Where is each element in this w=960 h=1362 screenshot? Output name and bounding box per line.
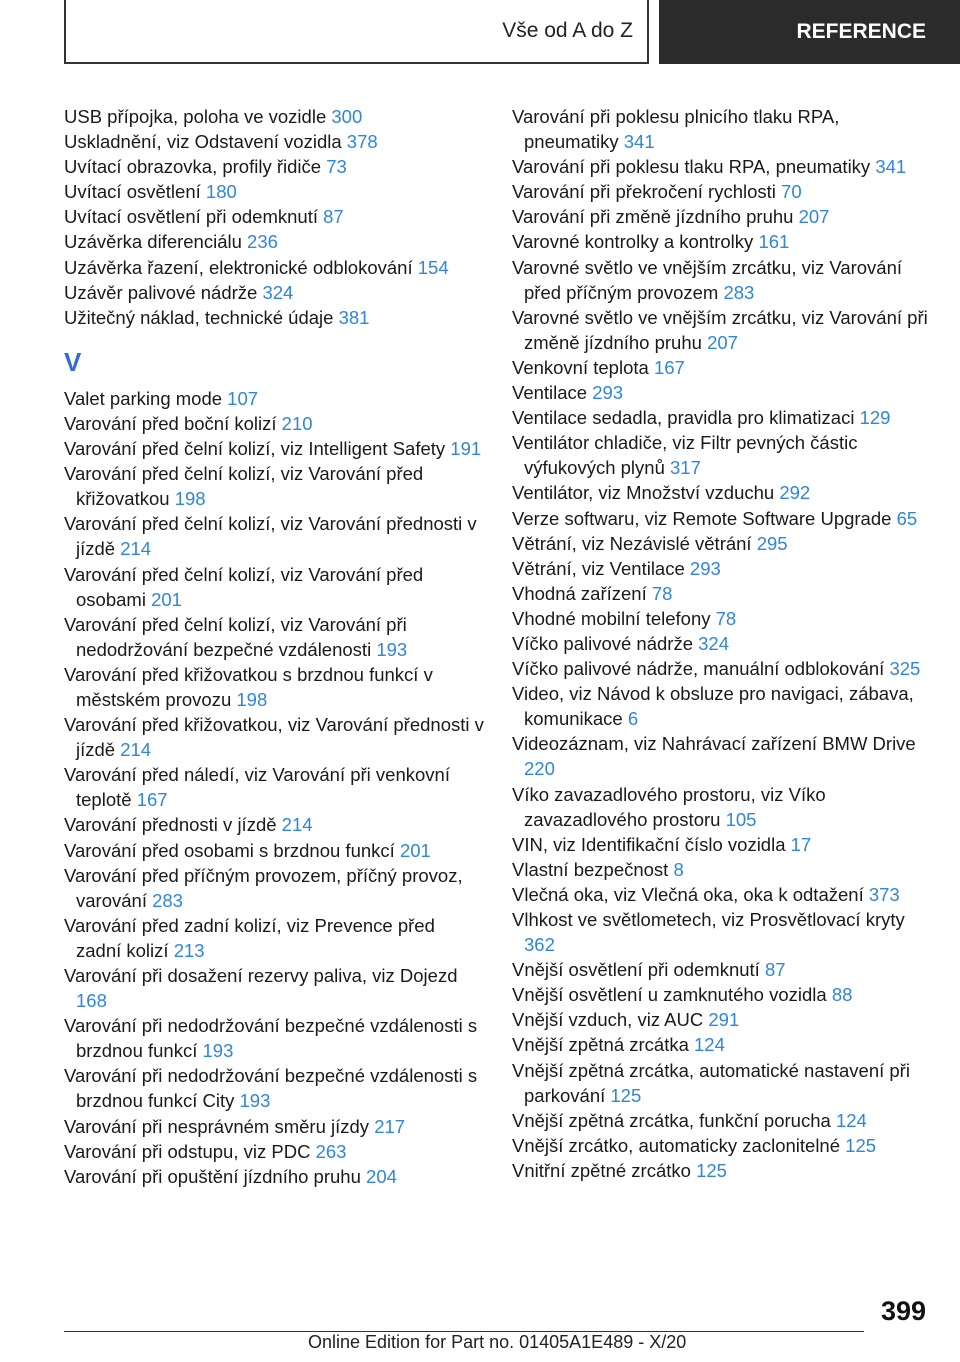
index-entry xyxy=(64,305,484,330)
entry-text: Varování před zadní kolizí, viz Prevence před zadní kolizí xyxy=(64,914,435,961)
index-entry xyxy=(64,436,484,461)
entry-text: Víčko palivové nádrže xyxy=(512,632,693,654)
entry-text: Ventilace sedadla, pravidla pro klimatizaci xyxy=(512,407,855,429)
page-link[interactable]: 324 xyxy=(698,632,730,654)
page-link[interactable]: 124 xyxy=(835,1109,867,1131)
page-link[interactable]: 125 xyxy=(845,1134,877,1156)
page-link[interactable]: 198 xyxy=(236,688,268,710)
entry-text: Venkovní teplota xyxy=(512,356,649,378)
page-link[interactable]: 125 xyxy=(696,1159,727,1181)
page-link[interactable]: 193 xyxy=(202,1040,234,1062)
index-entry xyxy=(512,1058,932,1108)
page-link[interactable]: 283 xyxy=(723,281,755,303)
index-entry xyxy=(512,681,932,731)
index-entry xyxy=(512,832,932,857)
entry-text: Vnější osvětlení u zamknutého vozidla xyxy=(512,984,827,1006)
page-link[interactable]: 317 xyxy=(670,457,701,479)
page-link[interactable]: 78 xyxy=(715,607,737,629)
page-link[interactable]: 236 xyxy=(247,231,278,253)
page-link[interactable]: 341 xyxy=(875,156,907,178)
page-link[interactable]: 154 xyxy=(417,256,449,278)
page-link[interactable]: 167 xyxy=(653,356,685,378)
entry-text: Uvítací obrazovka, profily řidiče xyxy=(64,156,322,178)
page-link[interactable]: 161 xyxy=(758,231,790,253)
index-entry xyxy=(64,154,484,179)
index-entry xyxy=(64,1013,484,1063)
index-entry xyxy=(512,430,932,480)
page-link[interactable]: 65 xyxy=(896,507,918,529)
page-link[interactable]: 17 xyxy=(790,833,812,855)
entry-text: Vlhkost ve světlometech, viz Prosvětlovací kryty xyxy=(512,909,905,930)
index-entry xyxy=(512,154,932,179)
entry-text: Vnější zpětná zrcátka, automatické nastavení při parkování xyxy=(512,1059,910,1106)
index-entry xyxy=(512,1158,932,1183)
index-entry xyxy=(64,812,484,837)
page-link[interactable]: 125 xyxy=(610,1084,642,1106)
index-entry xyxy=(64,1139,484,1164)
chapter-tab xyxy=(659,0,960,64)
index-entry xyxy=(512,731,932,781)
entry-text: USB přípojka, poloha ve vozidle xyxy=(64,106,327,127)
page-link[interactable]: 193 xyxy=(376,638,408,660)
entry-text: Varování při překročení rychlosti xyxy=(512,181,776,203)
page-link[interactable]: 129 xyxy=(859,407,891,429)
page-link[interactable]: 263 xyxy=(315,1140,347,1162)
page-link[interactable]: 381 xyxy=(338,306,370,328)
section-header xyxy=(64,0,649,64)
entry-text: Video, viz Návod k obsluze pro navigaci, zábava, komunikace xyxy=(512,683,914,730)
entry-text: Varování při nedodržování bezpečné vzdálenosti s brzdnou funkcí City xyxy=(64,1065,478,1112)
page-link[interactable]: 325 xyxy=(889,658,921,680)
index-entry xyxy=(512,405,932,430)
entry-text: Varování při dosažení rezervy paliva, viz Dojezd xyxy=(64,965,458,986)
page-link[interactable]: 168 xyxy=(76,990,107,1012)
index-entry xyxy=(64,612,484,662)
entry-text: Vnější zpětná zrcátka xyxy=(512,1034,689,1056)
index-entry xyxy=(512,556,932,581)
entry-text: Varování při opuštění jízdního pruhu xyxy=(64,1165,361,1187)
index-entry xyxy=(512,857,932,882)
index-list-v xyxy=(64,386,484,1189)
index-entry xyxy=(64,511,484,561)
page-link[interactable]: 201 xyxy=(399,839,431,861)
entry-text: Varování před čelní kolizí, viz Varování před křižovatkou xyxy=(64,463,424,510)
page-link[interactable]: 217 xyxy=(374,1115,406,1137)
index-entry xyxy=(64,255,484,280)
entry-text: Varování před čelní kolizí, viz Varování před osobami xyxy=(64,563,424,610)
entry-text: Vlečná oka, viz Vlečná oka, oka k odtažení xyxy=(512,883,864,905)
index-entry xyxy=(64,838,484,863)
page-link[interactable]: 214 xyxy=(281,814,313,836)
index-entry xyxy=(64,204,484,229)
index-entry xyxy=(512,656,932,681)
index-entry xyxy=(64,562,484,612)
entry-text: Ventilace xyxy=(512,382,588,404)
page-link[interactable]: 214 xyxy=(120,739,152,761)
index-entry xyxy=(64,386,484,411)
entry-text: Víko zavazadlového prostoru, viz Víko zavazadlového prostoru xyxy=(512,783,826,830)
entry-text: Varování při nedodržování bezpečné vzdálenosti s brzdnou funkcí xyxy=(64,1015,478,1062)
page-link[interactable]: 204 xyxy=(366,1165,397,1187)
page-link[interactable]: 87 xyxy=(764,959,786,981)
entry-text: Uvítací osvětlení při odemknutí xyxy=(64,206,318,228)
index-entry xyxy=(64,229,484,254)
entry-text: Vhodné mobilní telefony xyxy=(512,607,711,629)
page-link[interactable]: 293 xyxy=(689,557,721,579)
entry-text: Varovné kontrolky a kontrolky xyxy=(512,231,754,253)
entry-text: Valet parking mode xyxy=(64,387,223,409)
entry-text: Varování před čelní kolizí, viz Intelligent Safety xyxy=(64,438,446,460)
index-entry xyxy=(512,882,932,907)
entry-text: Varování při nesprávném směru jízdy xyxy=(64,1115,370,1137)
entry-text: Vlastní bezpečnost xyxy=(512,858,669,880)
page-link[interactable]: 193 xyxy=(239,1090,271,1112)
entry-text: Verze softwaru, viz Remote Software Upgrade xyxy=(512,507,892,529)
index-entry xyxy=(512,581,932,606)
entry-text: Uzávěrka řazení, elektronické odblokování xyxy=(64,256,413,278)
entry-text: Užitečný náklad, technické údaje xyxy=(64,306,334,328)
page-link[interactable]: 201 xyxy=(151,588,182,610)
page-link[interactable]: 70 xyxy=(781,181,802,203)
index-entry xyxy=(64,129,484,154)
index-entry xyxy=(512,104,932,154)
entry-text: Varování přednosti v jízdě xyxy=(64,814,277,836)
section-title: Vše od A do Z xyxy=(502,19,633,42)
chapter-title: REFERENCE xyxy=(796,20,926,43)
entry-text: Víčko palivové nádrže, manuální odblokování xyxy=(512,658,885,680)
page-link[interactable]: 362 xyxy=(524,934,555,956)
index-entry xyxy=(64,179,484,204)
entry-text: Větrání, viz Nezávislé větrání xyxy=(512,532,752,554)
page-number: 399 xyxy=(880,1296,926,1326)
index-entry xyxy=(512,531,932,556)
entry-text: Vnější vzduch, viz AUC xyxy=(512,1009,704,1031)
entry-text: Varování před osobami s brzdnou funkcí xyxy=(64,839,395,861)
index-entry xyxy=(512,782,932,832)
entry-text: Uskladnění, viz Odstavení vozidla xyxy=(64,131,342,153)
index-entry xyxy=(64,762,484,812)
entry-text: Vnitřní zpětné zrcátko xyxy=(512,1159,691,1181)
index-entry xyxy=(64,1114,484,1139)
page-link[interactable]: 180 xyxy=(205,181,237,203)
entry-text: Ventilátor chladiče, viz Filtr pevných částic výfukových plynů xyxy=(512,432,858,479)
entry-text: Videozáznam, viz Nahrávací zařízení BMW Drive xyxy=(512,733,916,755)
index-column-left xyxy=(64,104,484,1189)
index-entry xyxy=(512,305,932,355)
index-entry xyxy=(512,1032,932,1057)
index-entry xyxy=(64,662,484,712)
index-entry xyxy=(64,1063,484,1113)
index-entry xyxy=(512,179,932,204)
entry-text: Vhodná zařízení xyxy=(512,582,647,604)
index-entry xyxy=(64,1164,484,1189)
index-entry xyxy=(512,982,932,1007)
page-link[interactable]: 198 xyxy=(174,488,206,510)
entry-text: Varování před čelní kolizí, viz Varování přednosti v jízdě xyxy=(64,513,477,560)
entry-text: Vnější zpětná zrcátka, funkční porucha xyxy=(512,1109,831,1131)
page-link[interactable]: 207 xyxy=(798,206,830,228)
page-link[interactable]: 87 xyxy=(323,206,344,228)
page-link[interactable]: 213 xyxy=(173,939,205,961)
entry-text: Varování při odstupu, viz PDC xyxy=(64,1140,311,1162)
page-link[interactable]: 124 xyxy=(694,1034,725,1056)
entry-text: Vnější zrcátko, automaticky zaclonitelné xyxy=(512,1134,841,1156)
page-link[interactable]: 167 xyxy=(136,789,168,811)
entry-text: Varovné světlo ve vnějším zrcátku, viz Varování při změně jízdního pruhu xyxy=(512,306,928,353)
index-column-right xyxy=(512,104,932,1183)
page-link[interactable]: 6 xyxy=(627,708,639,730)
index-list-v-continued xyxy=(512,104,932,1183)
index-entry xyxy=(64,913,484,963)
entry-text: Varování při poklesu plnicího tlaku RPA, pneumatiky xyxy=(512,106,840,153)
entry-text: Varování před příčným provozem, příčný provoz, varování xyxy=(64,864,463,911)
page-link[interactable]: 291 xyxy=(708,1009,740,1031)
page-link[interactable]: 324 xyxy=(262,281,294,303)
page-link[interactable]: 107 xyxy=(227,387,259,409)
index-entry xyxy=(512,1007,932,1032)
index-entry xyxy=(512,229,932,254)
index-entry xyxy=(512,255,932,305)
entry-text: Varovné světlo ve vnějším zrcátku, viz Varování před příčným provozem xyxy=(512,256,903,303)
index-entry xyxy=(512,1108,932,1133)
page-link[interactable]: 78 xyxy=(651,582,673,604)
page-link[interactable]: 341 xyxy=(623,131,655,153)
entry-text: Vnější osvětlení při odemknutí xyxy=(512,959,760,981)
entry-text: Uzávěr palivové nádrže xyxy=(64,281,258,303)
index-entry xyxy=(512,631,932,656)
page-link[interactable]: 295 xyxy=(756,532,788,554)
index-entry xyxy=(64,712,484,762)
page-link[interactable]: 105 xyxy=(725,808,757,830)
entry-text: Varování při poklesu tlaku RPA, pneumatiky xyxy=(512,156,871,178)
index-entry xyxy=(64,280,484,305)
index-entry xyxy=(64,461,484,511)
page-link[interactable]: 300 xyxy=(331,106,363,127)
index-entry xyxy=(512,606,932,631)
entry-text: Varování před boční kolizí xyxy=(64,412,277,434)
page-link[interactable]: 210 xyxy=(281,412,313,434)
page-link[interactable]: 207 xyxy=(707,331,738,353)
index-entry xyxy=(64,963,484,1013)
page-link[interactable]: 214 xyxy=(120,538,152,560)
index-entry xyxy=(64,863,484,913)
page-link[interactable]: 373 xyxy=(868,883,900,905)
entry-text: Větrání, viz Ventilace xyxy=(512,557,685,579)
index-entry xyxy=(512,506,932,531)
footer-edition: Online Edition for Part no. 01405A1E489 - X/20 xyxy=(308,1332,687,1352)
page-link[interactable]: 73 xyxy=(326,156,347,178)
entry-text: VIN, viz Identifikační číslo vozidla xyxy=(512,833,786,855)
index-entry xyxy=(512,355,932,380)
index-entry xyxy=(64,411,484,436)
entry-text: Ventilátor, viz Množství vzduchu xyxy=(512,482,775,504)
entry-text: Uvítací osvětlení xyxy=(64,181,201,203)
page-link[interactable]: 220 xyxy=(524,758,555,780)
page-link[interactable]: 378 xyxy=(346,131,378,153)
page-link[interactable]: 283 xyxy=(152,889,183,911)
index-entry xyxy=(512,380,932,405)
entry-text: Varování před čelní kolizí, viz Varování při nedodržování bezpečné vzdálenosti xyxy=(64,613,407,660)
index-entry xyxy=(64,104,484,129)
page-link[interactable]: 8 xyxy=(673,858,684,880)
page-link[interactable]: 88 xyxy=(831,984,853,1006)
page-link[interactable]: 191 xyxy=(450,438,482,460)
page-link[interactable]: 292 xyxy=(779,482,811,504)
index-entry xyxy=(512,1133,932,1158)
entry-text: Varování před křižovatkou, viz Varování přednosti v jízdě xyxy=(64,714,484,761)
index-entry xyxy=(512,957,932,982)
entry-text: Uzávěrka diferenciálu xyxy=(64,231,242,253)
index-entry xyxy=(512,204,932,229)
index-entry xyxy=(512,480,932,505)
index-letter-heading: V xyxy=(64,346,82,377)
entry-text: Varování před křižovatkou s brzdnou funkcí v městském provozu xyxy=(64,663,433,710)
entry-text: Varování při změně jízdního pruhu xyxy=(512,206,794,228)
index-list-u xyxy=(64,104,484,330)
index-entry xyxy=(512,907,932,957)
entry-text: Varování před náledí, viz Varování při venkovní teplotě xyxy=(64,764,450,811)
page-link[interactable]: 293 xyxy=(592,382,624,404)
